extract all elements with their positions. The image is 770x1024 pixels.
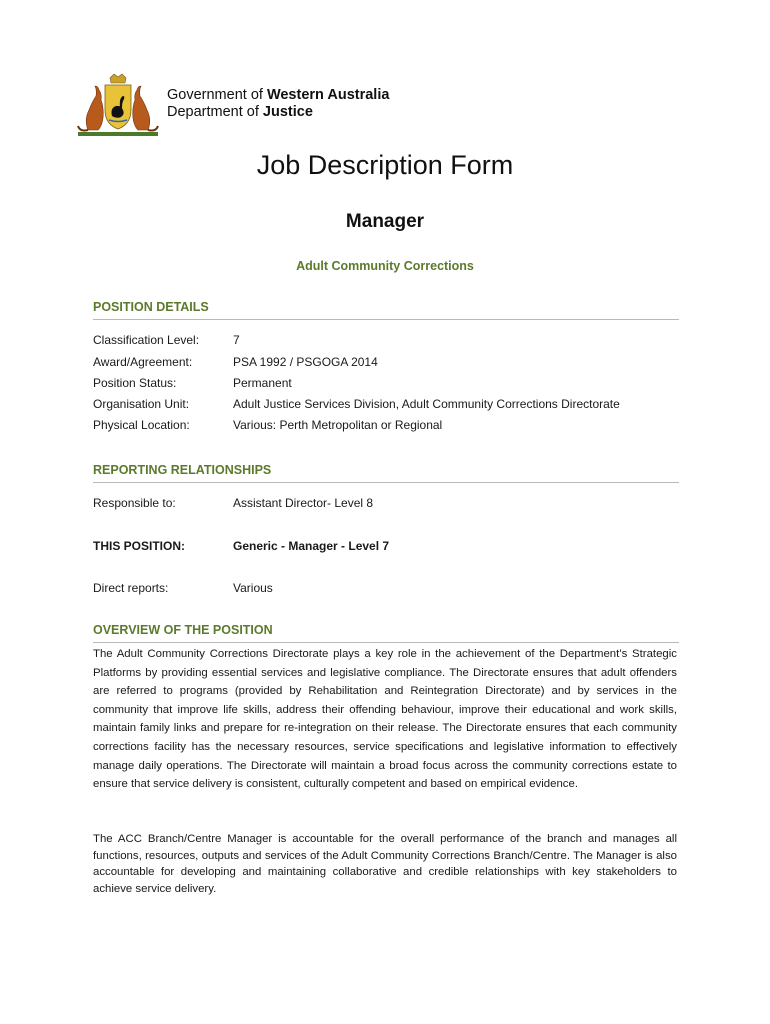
- government-line: Government of Western Australia: [167, 87, 390, 103]
- overview-paragraph-1: The Adult Community Corrections Directorate plays a key role in the achievement of the Department’s Strategic Platforms by providing essential services and legislative compliance. The Directorate ensures that adult offenders are referred to programs (provided by Rehabilitation and Reintegration Directorate) and by services in the community that improve life skills, address their offending behaviour, improve their educational and work skills, maintain family links and prepare for re-integration on their release. The Directorate ensures that each community corrections facility has the necessary resources, service specifications and legislative information to effectively manage daily operations. The Directorate will maintain a broad focus across the community corrections estate to ensure that service delivery is consistent, culturally competent and based on empirical evidence.: [93, 648, 677, 791]
- direct-reports-label: Direct reports:: [93, 581, 169, 595]
- department-line: Department of Justice: [167, 104, 313, 120]
- responsible-value: Assistant Director- Level 8: [233, 496, 374, 510]
- detail-label: Organisation Unit:: [93, 397, 190, 411]
- detail-value: Various: Perth Metropolitan or Regional: [233, 418, 443, 432]
- detail-label: Award/Agreement:: [93, 355, 193, 369]
- detail-value: Permanent: [233, 376, 292, 390]
- this-position-label: THIS POSITION:: [93, 539, 186, 553]
- business-unit: Adult Community Corrections: [296, 259, 474, 273]
- overview-heading: OVERVIEW OF THE POSITION: [93, 623, 679, 643]
- detail-label: Position Status:: [93, 376, 177, 390]
- letterhead: [76, 72, 476, 138]
- document-title: Job Description Form: [256, 150, 514, 180]
- position-details-heading: POSITION DETAILS: [93, 300, 679, 320]
- detail-label: Classification Level:: [93, 333, 200, 347]
- department-name: [167, 87, 389, 121]
- reporting-heading: REPORTING RELATIONSHIPS: [93, 463, 679, 483]
- detail-value: PSA 1992 / PSGOGA 2014: [233, 355, 378, 369]
- this-position-value: Generic - Manager - Level 7: [233, 539, 390, 553]
- detail-label: Physical Location:: [93, 418, 190, 432]
- overview-paragraph-2: The ACC Branch/Centre Manager is accountable for the overall performance of the branch and manages all functions, resources, outputs and services of the Adult Community Corrections Branch/Centre. The Manager is also accountable for developing and maintaining collaborative and credible relationships with key stakeholders to achieve service delivery.: [93, 833, 677, 895]
- position-title: Manager: [345, 211, 425, 232]
- direct-reports-value: Various: [233, 581, 273, 595]
- detail-value: Adult Justice Services Division, Adult Community Corrections Directorate: [233, 397, 620, 411]
- wa-coat-of-arms-icon: [76, 72, 160, 138]
- detail-value: 7: [233, 333, 240, 347]
- responsible-label: Responsible to:: [93, 496, 176, 510]
